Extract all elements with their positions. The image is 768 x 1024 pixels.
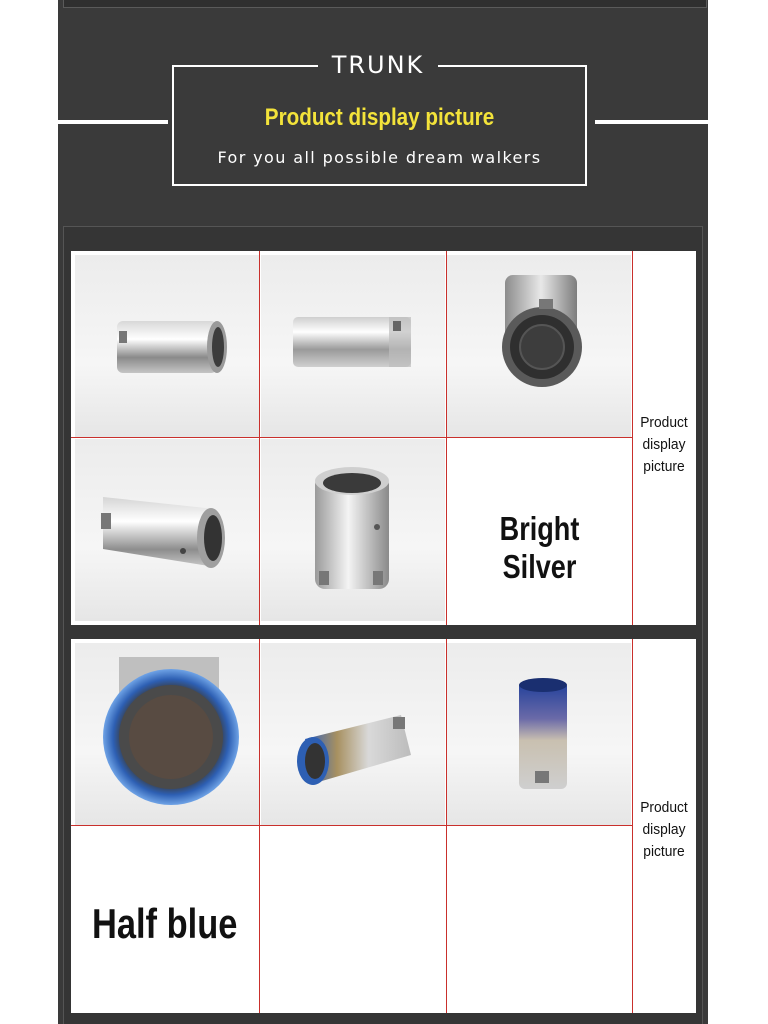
side-label-line: picture [643, 458, 685, 475]
empty-cell [261, 827, 445, 1009]
product-photo [75, 255, 259, 437]
left-divider [58, 120, 168, 124]
tagline: For you all possible dream walkers [217, 148, 542, 167]
product-photo [75, 643, 259, 825]
variant-label-text: Half blue [92, 900, 238, 947]
brand-title: TRUNK [318, 47, 438, 83]
side-label-line: Product [640, 799, 688, 816]
variant-label-text: Bright Silver [499, 510, 580, 585]
exhaust-tip-silver-upright-image [261, 439, 445, 621]
top-strip [63, 0, 707, 8]
grid-divider [632, 639, 633, 1013]
variant-label [71, 900, 259, 948]
product-photo [447, 255, 631, 437]
exhaust-tip-silver-end-image [447, 255, 631, 437]
empty-cell [447, 827, 631, 1009]
exhaust-tip-half-blue-upright-image [447, 643, 631, 825]
grid-divider [259, 639, 260, 1013]
variant-label [447, 510, 632, 586]
product-photo [261, 439, 445, 621]
grid-divider [632, 251, 633, 625]
product-photo [261, 643, 445, 825]
grid-divider [71, 825, 632, 826]
side-label [635, 412, 694, 478]
side-label-line: Product [640, 414, 688, 431]
side-label-line: picture [643, 843, 685, 860]
grid-divider [71, 437, 632, 438]
side-label-line: display [642, 436, 686, 453]
side-label-line: display [642, 821, 686, 838]
exhaust-tip-half-blue-side-image [261, 643, 445, 825]
product-photo [261, 255, 445, 437]
side-label [635, 797, 694, 863]
product-grid-half-blue [71, 639, 696, 1013]
exhaust-tip-half-blue-end-image [75, 643, 259, 825]
exhaust-tip-silver-side-image [75, 255, 259, 437]
product-photo [75, 439, 259, 621]
grid-divider [446, 639, 447, 1013]
exhaust-tip-silver-front-image [261, 255, 445, 437]
right-divider [595, 120, 708, 124]
grid-divider [259, 251, 260, 625]
section-subtitle: Product display picture [264, 104, 495, 131]
exhaust-tip-silver-angle-image [75, 439, 259, 621]
product-photo [447, 643, 631, 825]
